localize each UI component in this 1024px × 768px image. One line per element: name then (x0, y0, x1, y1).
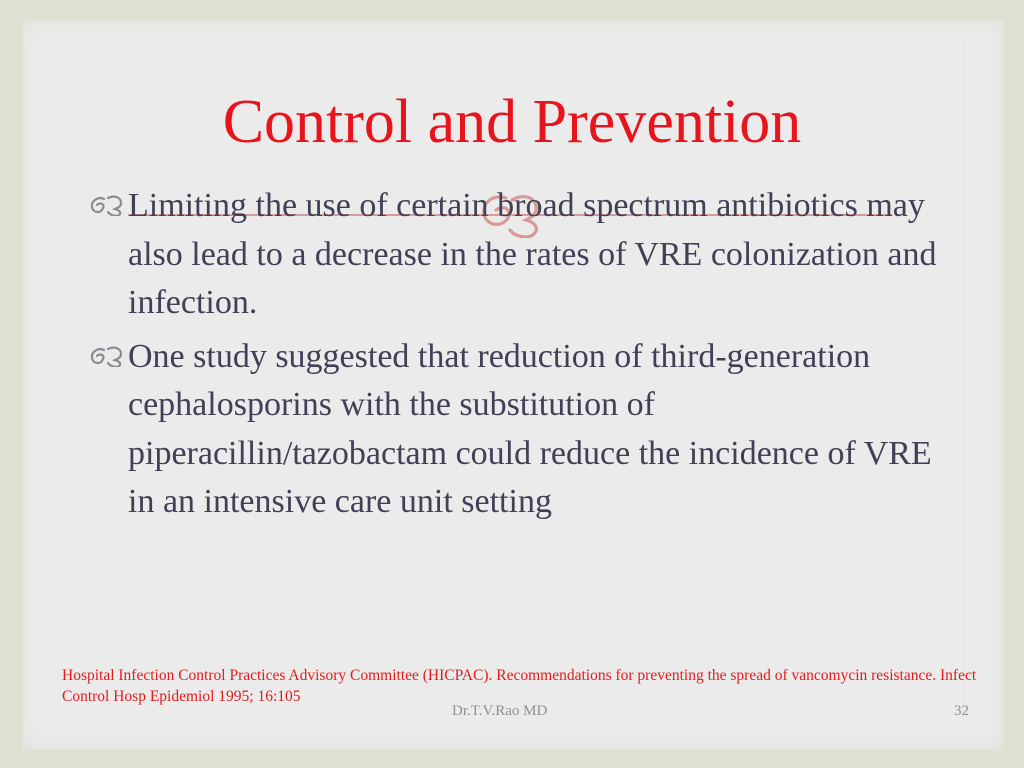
swirl-bullet-icon (88, 345, 126, 367)
bullet-list (88, 182, 948, 532)
citation-text: Hospital Infection Control Practices Advisory Committee (HICPAC). Recommendations for preventing the spread of vancomycin resistance. Infect Control Hosp Epidemiol 1995; 16:105 (62, 667, 977, 705)
bullet-item (88, 182, 948, 328)
swirl-bullet-icon (88, 194, 126, 216)
bullet-text: Limiting the use of certain broad spectrum antibiotics may also lead to a decrease in the rates of VRE colonization and infection. (128, 187, 937, 321)
bullet-text: One study suggested that reduction of third-generation cephalosporins with the substitution of piperacillin/tazobactam could reduce the incidence of VRE in an intensive care unit setting (128, 337, 932, 520)
footer-author: Dr.T.V.Rao MD (452, 703, 548, 719)
slide-title: Control and Prevention (222, 88, 802, 156)
page-number: 32 (954, 703, 969, 719)
bullet-item (88, 333, 948, 527)
